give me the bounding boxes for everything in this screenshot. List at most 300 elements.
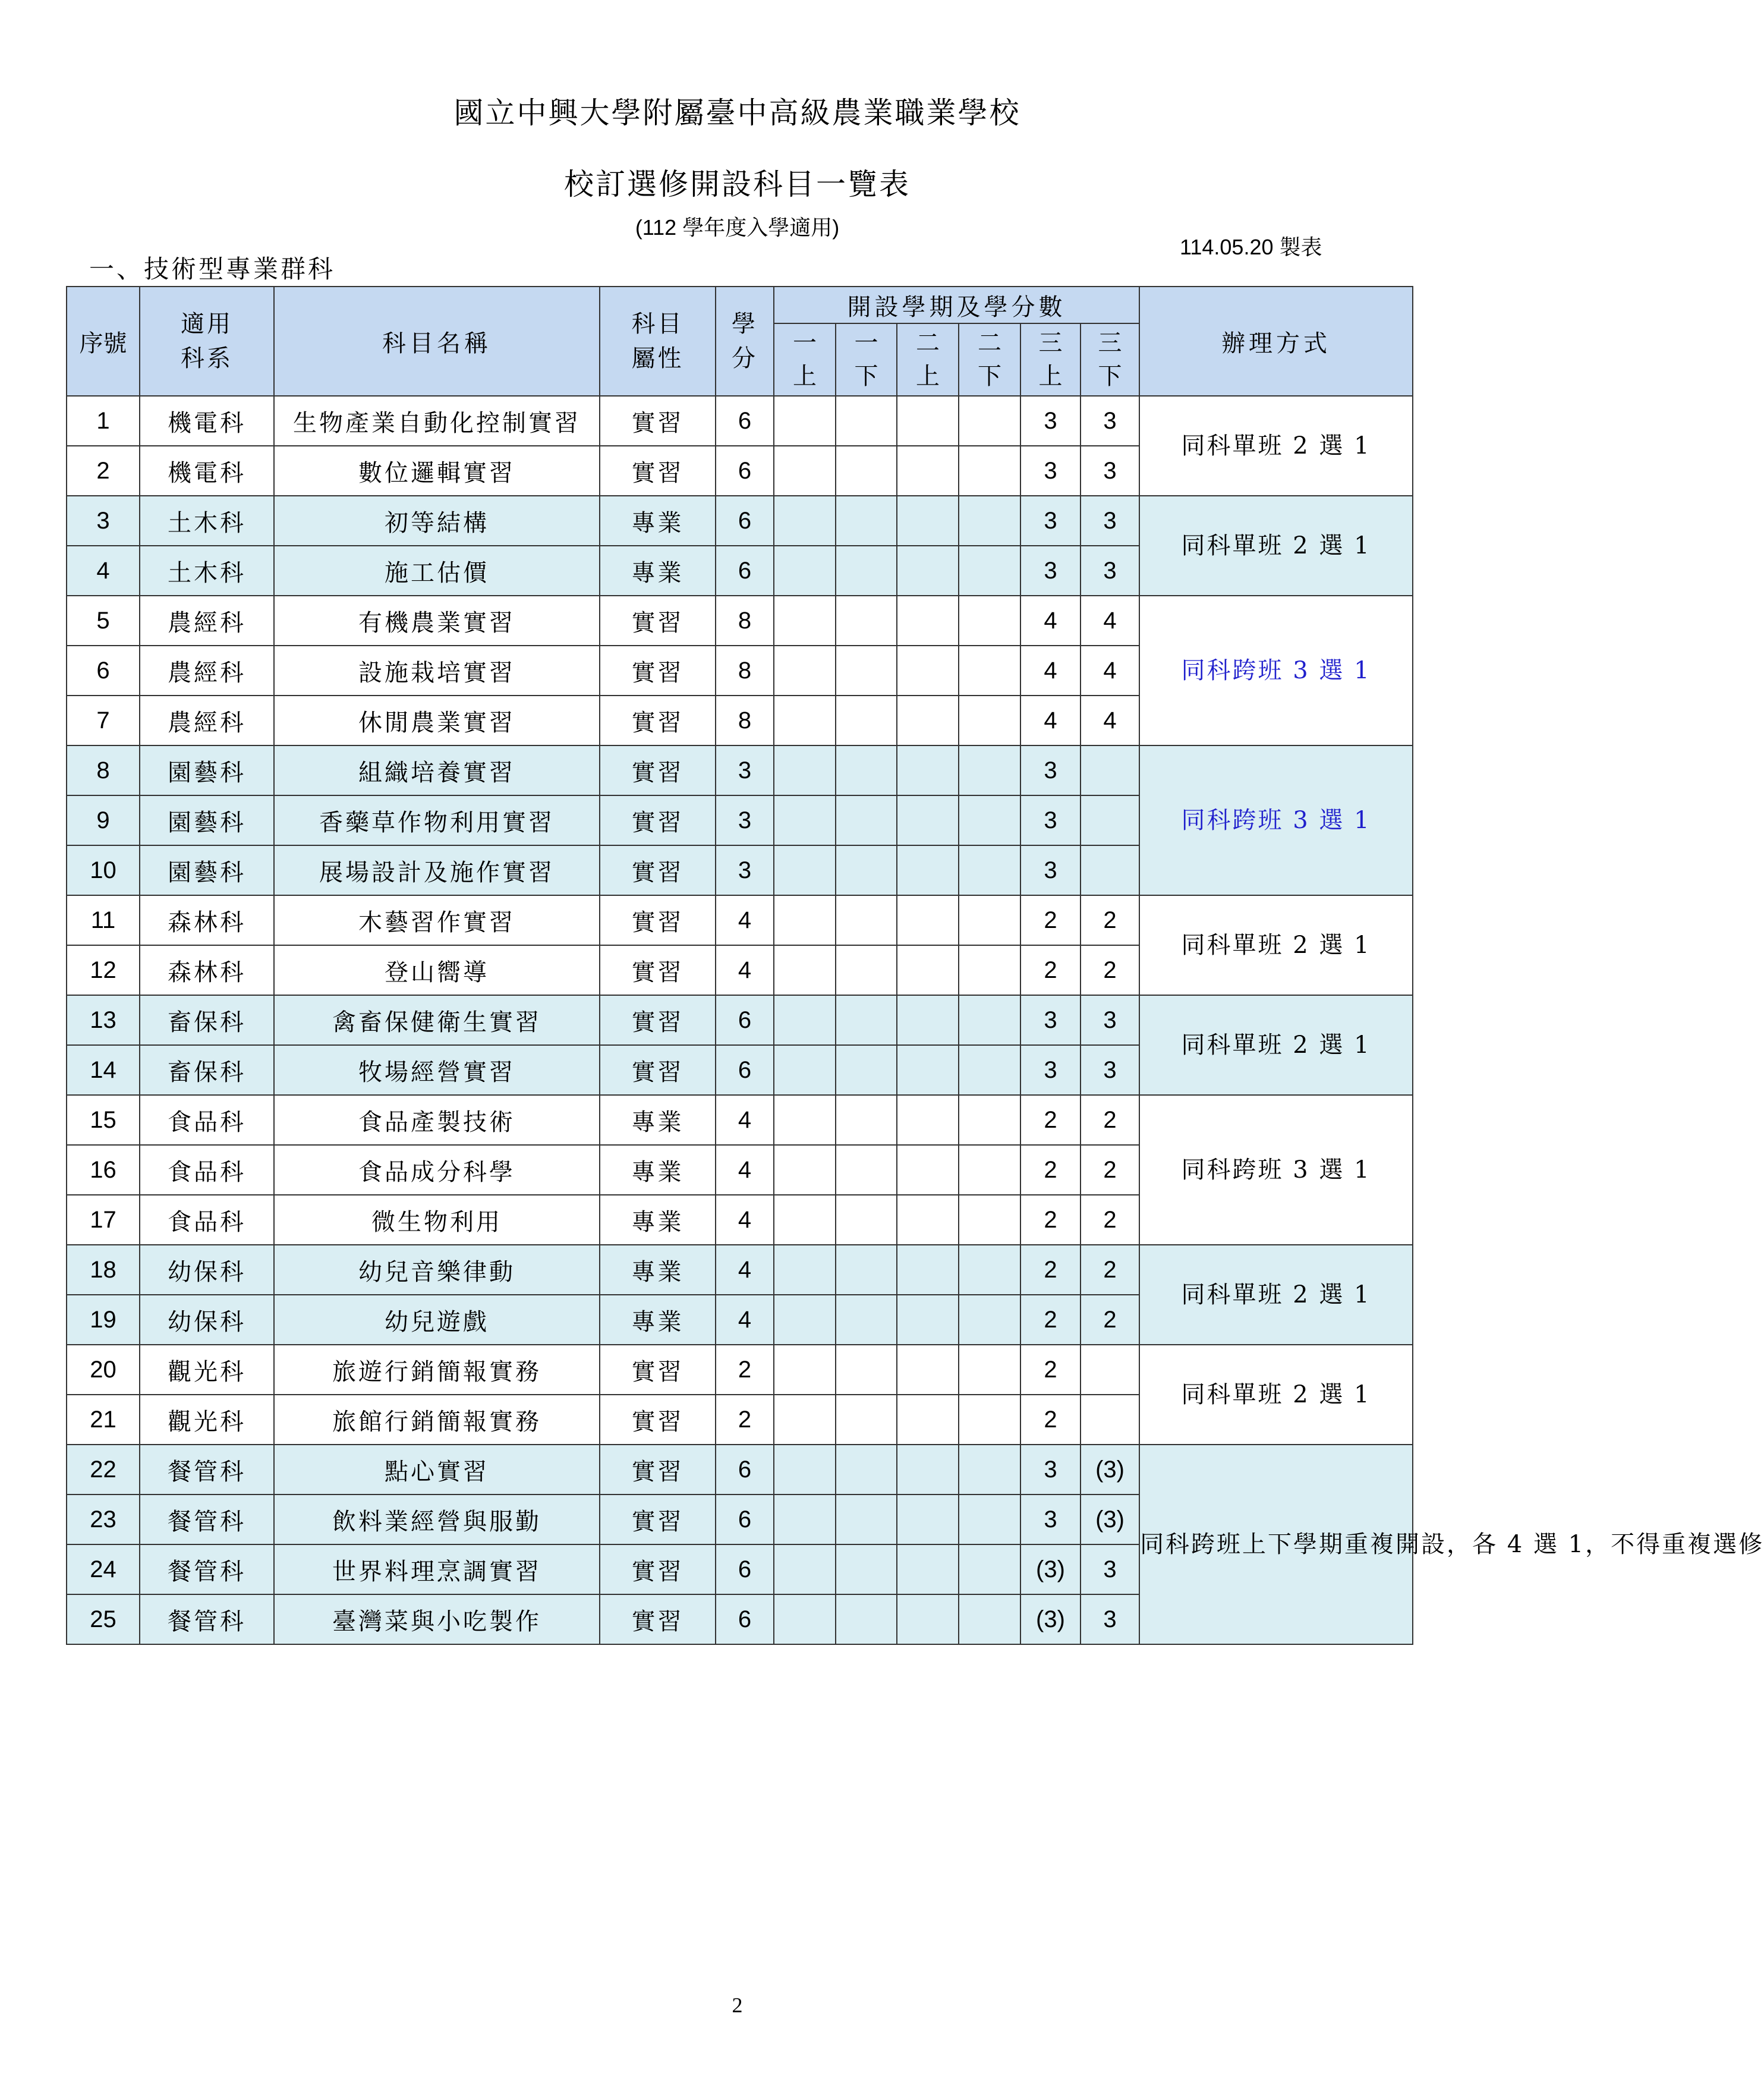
cell-sem-3-1: 4	[1020, 646, 1081, 696]
cell-type: 實習	[600, 1495, 716, 1544]
cell-sem-2-2	[959, 1045, 1020, 1095]
cell-method: 同科單班 2 選 1	[1139, 1345, 1413, 1445]
cell-sem-3-1: 3	[1020, 995, 1081, 1045]
cell-sem-2-2	[959, 1245, 1020, 1295]
cell-type: 實習	[600, 1045, 716, 1095]
cell-sem-3-2: 3	[1081, 396, 1139, 446]
cell-sem-2-2	[959, 546, 1020, 596]
cell-sem-3-2: (3)	[1081, 1495, 1139, 1544]
cell-type: 實習	[600, 1445, 716, 1495]
cell-sem-2-1	[897, 1095, 959, 1145]
cell-credit: 2	[716, 1395, 774, 1445]
cell-sem-3-2: 3	[1081, 496, 1139, 546]
table-row	[67, 1445, 1413, 1495]
cell-type: 實習	[600, 895, 716, 945]
cell-sem-1-2	[836, 596, 897, 646]
cell-sem-3-1: 3	[1020, 1045, 1081, 1095]
cell-sem-3-1: 3	[1020, 546, 1081, 596]
cell-seq: 1	[67, 396, 140, 446]
cell-sem-3-2	[1081, 745, 1139, 795]
cell-sem-1-2	[836, 945, 897, 995]
cell-sem-2-2	[959, 446, 1020, 496]
cell-sem-1-1	[774, 546, 836, 596]
cell-sem-1-1	[774, 1295, 836, 1345]
cell-seq: 12	[67, 945, 140, 995]
cell-credit: 8	[716, 596, 774, 646]
cell-course-name: 牧場經營實習	[274, 1045, 600, 1095]
school-title: 國立中興大學附屬臺中高級農業職業學校	[453, 96, 1021, 130]
cell-credit: 6	[716, 546, 774, 596]
cell-course-name: 展場設計及施作實習	[274, 845, 600, 895]
header-semester: 二 下	[959, 323, 1020, 396]
cell-credit: 8	[716, 646, 774, 696]
table-row	[67, 496, 1413, 546]
cell-sem-3-1: 3	[1020, 446, 1081, 496]
cell-dept: 畜保科	[140, 995, 274, 1045]
cell-dept: 餐管科	[140, 1594, 274, 1644]
table-row	[67, 596, 1413, 646]
cell-dept: 農經科	[140, 646, 274, 696]
cell-sem-1-1	[774, 845, 836, 895]
cell-course-name: 初等結構	[274, 496, 600, 546]
cell-sem-1-1	[774, 945, 836, 995]
cell-sem-3-1: 3	[1020, 1495, 1081, 1544]
cell-course-name: 飲料業經營與服勤	[274, 1495, 600, 1544]
cell-sem-1-1	[774, 1345, 836, 1395]
cell-credit: 3	[716, 845, 774, 895]
cell-sem-1-2	[836, 795, 897, 845]
cell-dept: 餐管科	[140, 1544, 274, 1594]
cell-course-name: 施工估價	[274, 546, 600, 596]
cell-sem-3-1: 2	[1020, 1145, 1081, 1195]
cell-dept: 機電科	[140, 396, 274, 446]
cell-sem-1-1	[774, 446, 836, 496]
cell-sem-1-1	[774, 646, 836, 696]
cell-type: 實習	[600, 596, 716, 646]
cell-seq: 23	[67, 1495, 140, 1544]
cell-type: 實習	[600, 1345, 716, 1395]
cell-type: 實習	[600, 696, 716, 745]
cell-sem-1-1	[774, 1045, 836, 1095]
cell-sem-3-2: 4	[1081, 696, 1139, 745]
cell-credit: 4	[716, 945, 774, 995]
cell-sem-2-1	[897, 1345, 959, 1395]
cell-course-name: 香藥草作物利用實習	[274, 795, 600, 845]
cell-sem-2-1	[897, 396, 959, 446]
header-method: 辦理方式	[1139, 287, 1413, 396]
cell-credit: 4	[716, 895, 774, 945]
cell-seq: 8	[67, 745, 140, 795]
cell-sem-2-1	[897, 1544, 959, 1594]
cell-seq: 5	[67, 596, 140, 646]
cell-dept: 餐管科	[140, 1445, 274, 1495]
cell-sem-2-1	[897, 845, 959, 895]
cell-sem-2-1	[897, 646, 959, 696]
cell-type: 實習	[600, 446, 716, 496]
cell-type: 專業	[600, 1295, 716, 1345]
date-label: 114.05.20 製表	[1180, 235, 1322, 259]
cell-sem-2-1	[897, 1445, 959, 1495]
cell-dept: 土木科	[140, 496, 274, 546]
cell-method: 同科跨班 3 選 1	[1139, 1095, 1413, 1245]
cell-sem-2-2	[959, 1395, 1020, 1445]
cell-credit: 3	[716, 745, 774, 795]
cell-type: 實習	[600, 995, 716, 1045]
cell-type: 實習	[600, 646, 716, 696]
cell-dept: 機電科	[140, 446, 274, 496]
cell-sem-3-2: (3)	[1081, 1445, 1139, 1495]
cell-sem-2-2	[959, 1095, 1020, 1145]
cell-seq: 11	[67, 895, 140, 945]
cell-type: 實習	[600, 1544, 716, 1594]
cell-credit: 4	[716, 1095, 774, 1145]
cell-sem-2-1	[897, 1594, 959, 1644]
cell-sem-2-2	[959, 496, 1020, 546]
cell-type: 專業	[600, 1095, 716, 1145]
cell-sem-1-2	[836, 696, 897, 745]
cell-credit: 6	[716, 1495, 774, 1544]
header-semester: 三 上	[1020, 323, 1081, 396]
cell-sem-3-2	[1081, 845, 1139, 895]
cell-sem-1-1	[774, 1095, 836, 1145]
cell-sem-2-1	[897, 446, 959, 496]
cell-sem-2-1	[897, 995, 959, 1045]
cell-sem-3-1: 3	[1020, 845, 1081, 895]
cell-seq: 3	[67, 496, 140, 546]
cell-sem-3-2: 2	[1081, 1295, 1139, 1345]
cell-sem-2-2	[959, 1594, 1020, 1644]
cell-course-name: 設施栽培實習	[274, 646, 600, 696]
cell-sem-2-2	[959, 945, 1020, 995]
cell-seq: 21	[67, 1395, 140, 1445]
cell-credit: 6	[716, 995, 774, 1045]
cell-seq: 7	[67, 696, 140, 745]
cell-type: 專業	[600, 496, 716, 546]
cell-method: 同科單班 2 選 1	[1139, 396, 1413, 496]
cell-course-name: 旅遊行銷簡報實務	[274, 1345, 600, 1395]
cell-sem-1-2	[836, 895, 897, 945]
cell-sem-1-2	[836, 1145, 897, 1195]
cell-dept: 幼保科	[140, 1295, 274, 1345]
cell-course-name: 旅館行銷簡報實務	[274, 1395, 600, 1445]
cell-course-name: 數位邏輯實習	[274, 446, 600, 496]
cell-seq: 22	[67, 1445, 140, 1495]
cell-sem-2-2	[959, 1195, 1020, 1245]
cell-method: 同科單班 2 選 1	[1139, 1245, 1413, 1345]
cell-credit: 4	[716, 1145, 774, 1195]
cell-course-name: 微生物利用	[274, 1195, 600, 1245]
cell-dept: 觀光科	[140, 1395, 274, 1445]
cell-dept: 森林科	[140, 895, 274, 945]
cell-sem-2-1	[897, 1145, 959, 1195]
cell-sem-3-1: 3	[1020, 745, 1081, 795]
cell-method: 同科跨班 3 選 1	[1139, 745, 1413, 895]
cell-sem-1-1	[774, 1544, 836, 1594]
cell-seq: 16	[67, 1145, 140, 1195]
cell-sem-2-1	[897, 1495, 959, 1544]
cell-sem-3-1: 3	[1020, 1445, 1081, 1495]
cell-sem-2-1	[897, 696, 959, 745]
cell-sem-3-2: 3	[1081, 546, 1139, 596]
cell-sem-2-2	[959, 396, 1020, 446]
cell-seq: 9	[67, 795, 140, 845]
cell-sem-1-2	[836, 546, 897, 596]
cell-type: 實習	[600, 795, 716, 845]
cell-sem-2-1	[897, 745, 959, 795]
cell-credit: 4	[716, 1295, 774, 1345]
header-seq: 序號	[67, 287, 140, 396]
cell-course-name: 食品成分科學	[274, 1145, 600, 1195]
cell-sem-1-1	[774, 1245, 836, 1295]
table-row	[67, 1095, 1413, 1145]
cell-sem-3-2: 2	[1081, 1145, 1139, 1195]
cell-sem-3-2: 2	[1081, 1195, 1139, 1245]
cell-sem-3-2: 3	[1081, 1045, 1139, 1095]
cell-type: 實習	[600, 396, 716, 446]
cell-course-name: 禽畜保健衛生實習	[274, 995, 600, 1045]
cell-seq: 20	[67, 1345, 140, 1395]
cell-sem-3-2: 2	[1081, 945, 1139, 995]
cell-sem-3-1: 2	[1020, 1345, 1081, 1395]
table-row	[67, 1245, 1413, 1295]
cell-sem-3-1: 3	[1020, 396, 1081, 446]
cell-sem-1-2	[836, 1045, 897, 1095]
cell-course-name: 登山嚮導	[274, 945, 600, 995]
cell-sem-2-2	[959, 696, 1020, 745]
cell-course-name: 組織培養實習	[274, 745, 600, 795]
cell-seq: 10	[67, 845, 140, 895]
cell-sem-2-1	[897, 795, 959, 845]
header-credit: 學 分	[716, 287, 774, 396]
cell-sem-1-2	[836, 1594, 897, 1644]
cell-sem-2-2	[959, 596, 1020, 646]
cell-sem-1-2	[836, 1195, 897, 1245]
cell-sem-3-2: 4	[1081, 646, 1139, 696]
cell-sem-2-1	[897, 496, 959, 546]
cell-sem-3-2: 2	[1081, 1095, 1139, 1145]
cell-sem-1-2	[836, 1095, 897, 1145]
cell-dept: 幼保科	[140, 1245, 274, 1295]
header-semester: 一 下	[836, 323, 897, 396]
cell-dept: 餐管科	[140, 1495, 274, 1544]
cell-dept: 觀光科	[140, 1345, 274, 1395]
cell-sem-3-1: 2	[1020, 895, 1081, 945]
cell-sem-1-2	[836, 1495, 897, 1544]
course-table	[66, 286, 1764, 1645]
cell-sem-3-1: 2	[1020, 1295, 1081, 1345]
cell-sem-3-1: 2	[1020, 1395, 1081, 1445]
cell-sem-1-1	[774, 696, 836, 745]
cell-sem-2-1	[897, 596, 959, 646]
cell-sem-2-2	[959, 1295, 1020, 1345]
cell-type: 實習	[600, 1594, 716, 1644]
table-row	[67, 895, 1413, 945]
cell-sem-3-1: 3	[1020, 795, 1081, 845]
cell-sem-1-1	[774, 1145, 836, 1195]
cell-course-name: 木藝習作實習	[274, 895, 600, 945]
cell-dept: 農經科	[140, 696, 274, 745]
cell-dept: 園藝科	[140, 845, 274, 895]
cell-sem-1-2	[836, 1445, 897, 1495]
cell-credit: 6	[716, 496, 774, 546]
cell-sem-1-2	[836, 446, 897, 496]
cell-sem-3-2: 3	[1081, 1594, 1139, 1644]
document-subtitle: (112 學年度入學適用)	[635, 215, 840, 240]
cell-dept: 食品科	[140, 1145, 274, 1195]
cell-sem-2-2	[959, 795, 1020, 845]
cell-sem-3-1: 2	[1020, 1245, 1081, 1295]
cell-seq: 4	[67, 546, 140, 596]
table-row	[67, 745, 1413, 795]
cell-sem-1-1	[774, 1594, 836, 1644]
cell-sem-2-1	[897, 546, 959, 596]
table-row	[67, 396, 1413, 446]
cell-dept: 食品科	[140, 1195, 274, 1245]
cell-method: 同科單班 2 選 1	[1139, 496, 1413, 596]
cell-type: 實習	[600, 845, 716, 895]
cell-sem-3-1: 4	[1020, 596, 1081, 646]
page-number: 2	[732, 1993, 743, 2017]
cell-sem-1-1	[774, 1395, 836, 1445]
cell-sem-3-2	[1081, 1345, 1139, 1395]
cell-sem-1-2	[836, 845, 897, 895]
cell-dept: 畜保科	[140, 1045, 274, 1095]
cell-seq: 19	[67, 1295, 140, 1345]
cell-dept: 森林科	[140, 945, 274, 995]
cell-sem-1-2	[836, 1345, 897, 1395]
cell-sem-3-1: 2	[1020, 1095, 1081, 1145]
cell-course-name: 幼兒遊戲	[274, 1295, 600, 1345]
header-semester: 三 下	[1081, 323, 1139, 396]
cell-sem-3-2: 2	[1081, 895, 1139, 945]
cell-type: 實習	[600, 745, 716, 795]
cell-sem-1-1	[774, 1495, 836, 1544]
cell-seq: 15	[67, 1095, 140, 1145]
cell-sem-2-2	[959, 646, 1020, 696]
cell-seq: 14	[67, 1045, 140, 1095]
cell-sem-1-1	[774, 396, 836, 446]
cell-sem-3-1: 2	[1020, 1195, 1081, 1245]
cell-course-name: 食品產製技術	[274, 1095, 600, 1145]
cell-sem-3-1: 4	[1020, 696, 1081, 745]
cell-sem-1-2	[836, 1245, 897, 1295]
cell-credit: 4	[716, 1245, 774, 1295]
cell-type: 專業	[600, 1145, 716, 1195]
cell-seq: 25	[67, 1594, 140, 1644]
cell-seq: 2	[67, 446, 140, 496]
cell-sem-1-1	[774, 745, 836, 795]
cell-sem-3-2	[1081, 1395, 1139, 1445]
cell-sem-1-2	[836, 745, 897, 795]
cell-sem-3-2: 3	[1081, 995, 1139, 1045]
cell-sem-1-2	[836, 995, 897, 1045]
cell-method: 同科單班 2 選 1	[1139, 995, 1413, 1095]
header-type: 科目 屬性	[600, 287, 716, 396]
cell-sem-1-1	[774, 1195, 836, 1245]
cell-credit: 6	[716, 1045, 774, 1095]
cell-seq: 18	[67, 1245, 140, 1295]
cell-sem-2-2	[959, 1445, 1020, 1495]
cell-seq: 24	[67, 1544, 140, 1594]
header-course-name: 科目名稱	[274, 287, 600, 396]
cell-sem-2-2	[959, 895, 1020, 945]
cell-sem-1-2	[836, 496, 897, 546]
cell-sem-1-2	[836, 1295, 897, 1345]
cell-sem-2-1	[897, 1245, 959, 1295]
cell-credit: 6	[716, 446, 774, 496]
cell-sem-3-1: 2	[1020, 945, 1081, 995]
cell-credit: 6	[716, 396, 774, 446]
cell-sem-2-1	[897, 1195, 959, 1245]
cell-method: 同科單班 2 選 1	[1139, 895, 1413, 995]
cell-sem-3-2: 3	[1081, 446, 1139, 496]
cell-dept: 土木科	[140, 546, 274, 596]
cell-course-name: 臺灣菜與小吃製作	[274, 1594, 600, 1644]
cell-sem-1-2	[836, 646, 897, 696]
cell-sem-1-1	[774, 795, 836, 845]
document-title: 校訂選修開設科目一覽表	[564, 167, 911, 202]
section-heading: 一、技術型專業群科	[89, 254, 336, 284]
cell-sem-1-2	[836, 1544, 897, 1594]
cell-sem-1-1	[774, 596, 836, 646]
cell-course-name: 有機農業實習	[274, 596, 600, 646]
cell-dept: 園藝科	[140, 745, 274, 795]
cell-sem-2-1	[897, 1045, 959, 1095]
cell-sem-2-1	[897, 1395, 959, 1445]
cell-method: 同科跨班上下學期重複開設，各 4 選 1，不得重複選修	[1139, 1445, 1413, 1644]
cell-sem-2-1	[897, 895, 959, 945]
cell-course-name: 休閒農業實習	[274, 696, 600, 745]
cell-seq: 17	[67, 1195, 140, 1245]
cell-sem-1-1	[774, 995, 836, 1045]
cell-dept: 農經科	[140, 596, 274, 646]
cell-sem-2-2	[959, 1345, 1020, 1395]
cell-credit: 6	[716, 1445, 774, 1495]
header-dept: 適用 科系	[140, 287, 274, 396]
cell-seq: 13	[67, 995, 140, 1045]
table-row	[67, 1345, 1413, 1395]
cell-type: 實習	[600, 1395, 716, 1445]
cell-type: 專業	[600, 1245, 716, 1295]
cell-sem-1-2	[836, 396, 897, 446]
cell-sem-2-2	[959, 995, 1020, 1045]
cell-sem-2-2	[959, 1145, 1020, 1195]
cell-type: 實習	[600, 945, 716, 995]
cell-credit: 2	[716, 1345, 774, 1395]
cell-credit: 4	[716, 1195, 774, 1245]
cell-sem-2-2	[959, 1495, 1020, 1544]
table-row	[67, 995, 1413, 1045]
cell-sem-3-1: (3)	[1020, 1544, 1081, 1594]
cell-method: 同科跨班 3 選 1	[1139, 596, 1413, 745]
cell-type: 專業	[600, 546, 716, 596]
cell-credit: 6	[716, 1594, 774, 1644]
cell-course-name: 生物產業自動化控制實習	[274, 396, 600, 446]
cell-sem-2-1	[897, 1295, 959, 1345]
cell-dept: 園藝科	[140, 795, 274, 845]
cell-sem-1-1	[774, 1445, 836, 1495]
cell-sem-3-2: 3	[1081, 1544, 1139, 1594]
cell-sem-2-2	[959, 845, 1020, 895]
cell-sem-3-2: 4	[1081, 596, 1139, 646]
cell-sem-3-2	[1081, 795, 1139, 845]
cell-course-name: 世界料理烹調實習	[274, 1544, 600, 1594]
cell-sem-2-2	[959, 745, 1020, 795]
cell-sem-1-1	[774, 895, 836, 945]
cell-sem-2-2	[959, 1544, 1020, 1594]
cell-course-name: 點心實習	[274, 1445, 600, 1495]
cell-dept: 食品科	[140, 1095, 274, 1145]
